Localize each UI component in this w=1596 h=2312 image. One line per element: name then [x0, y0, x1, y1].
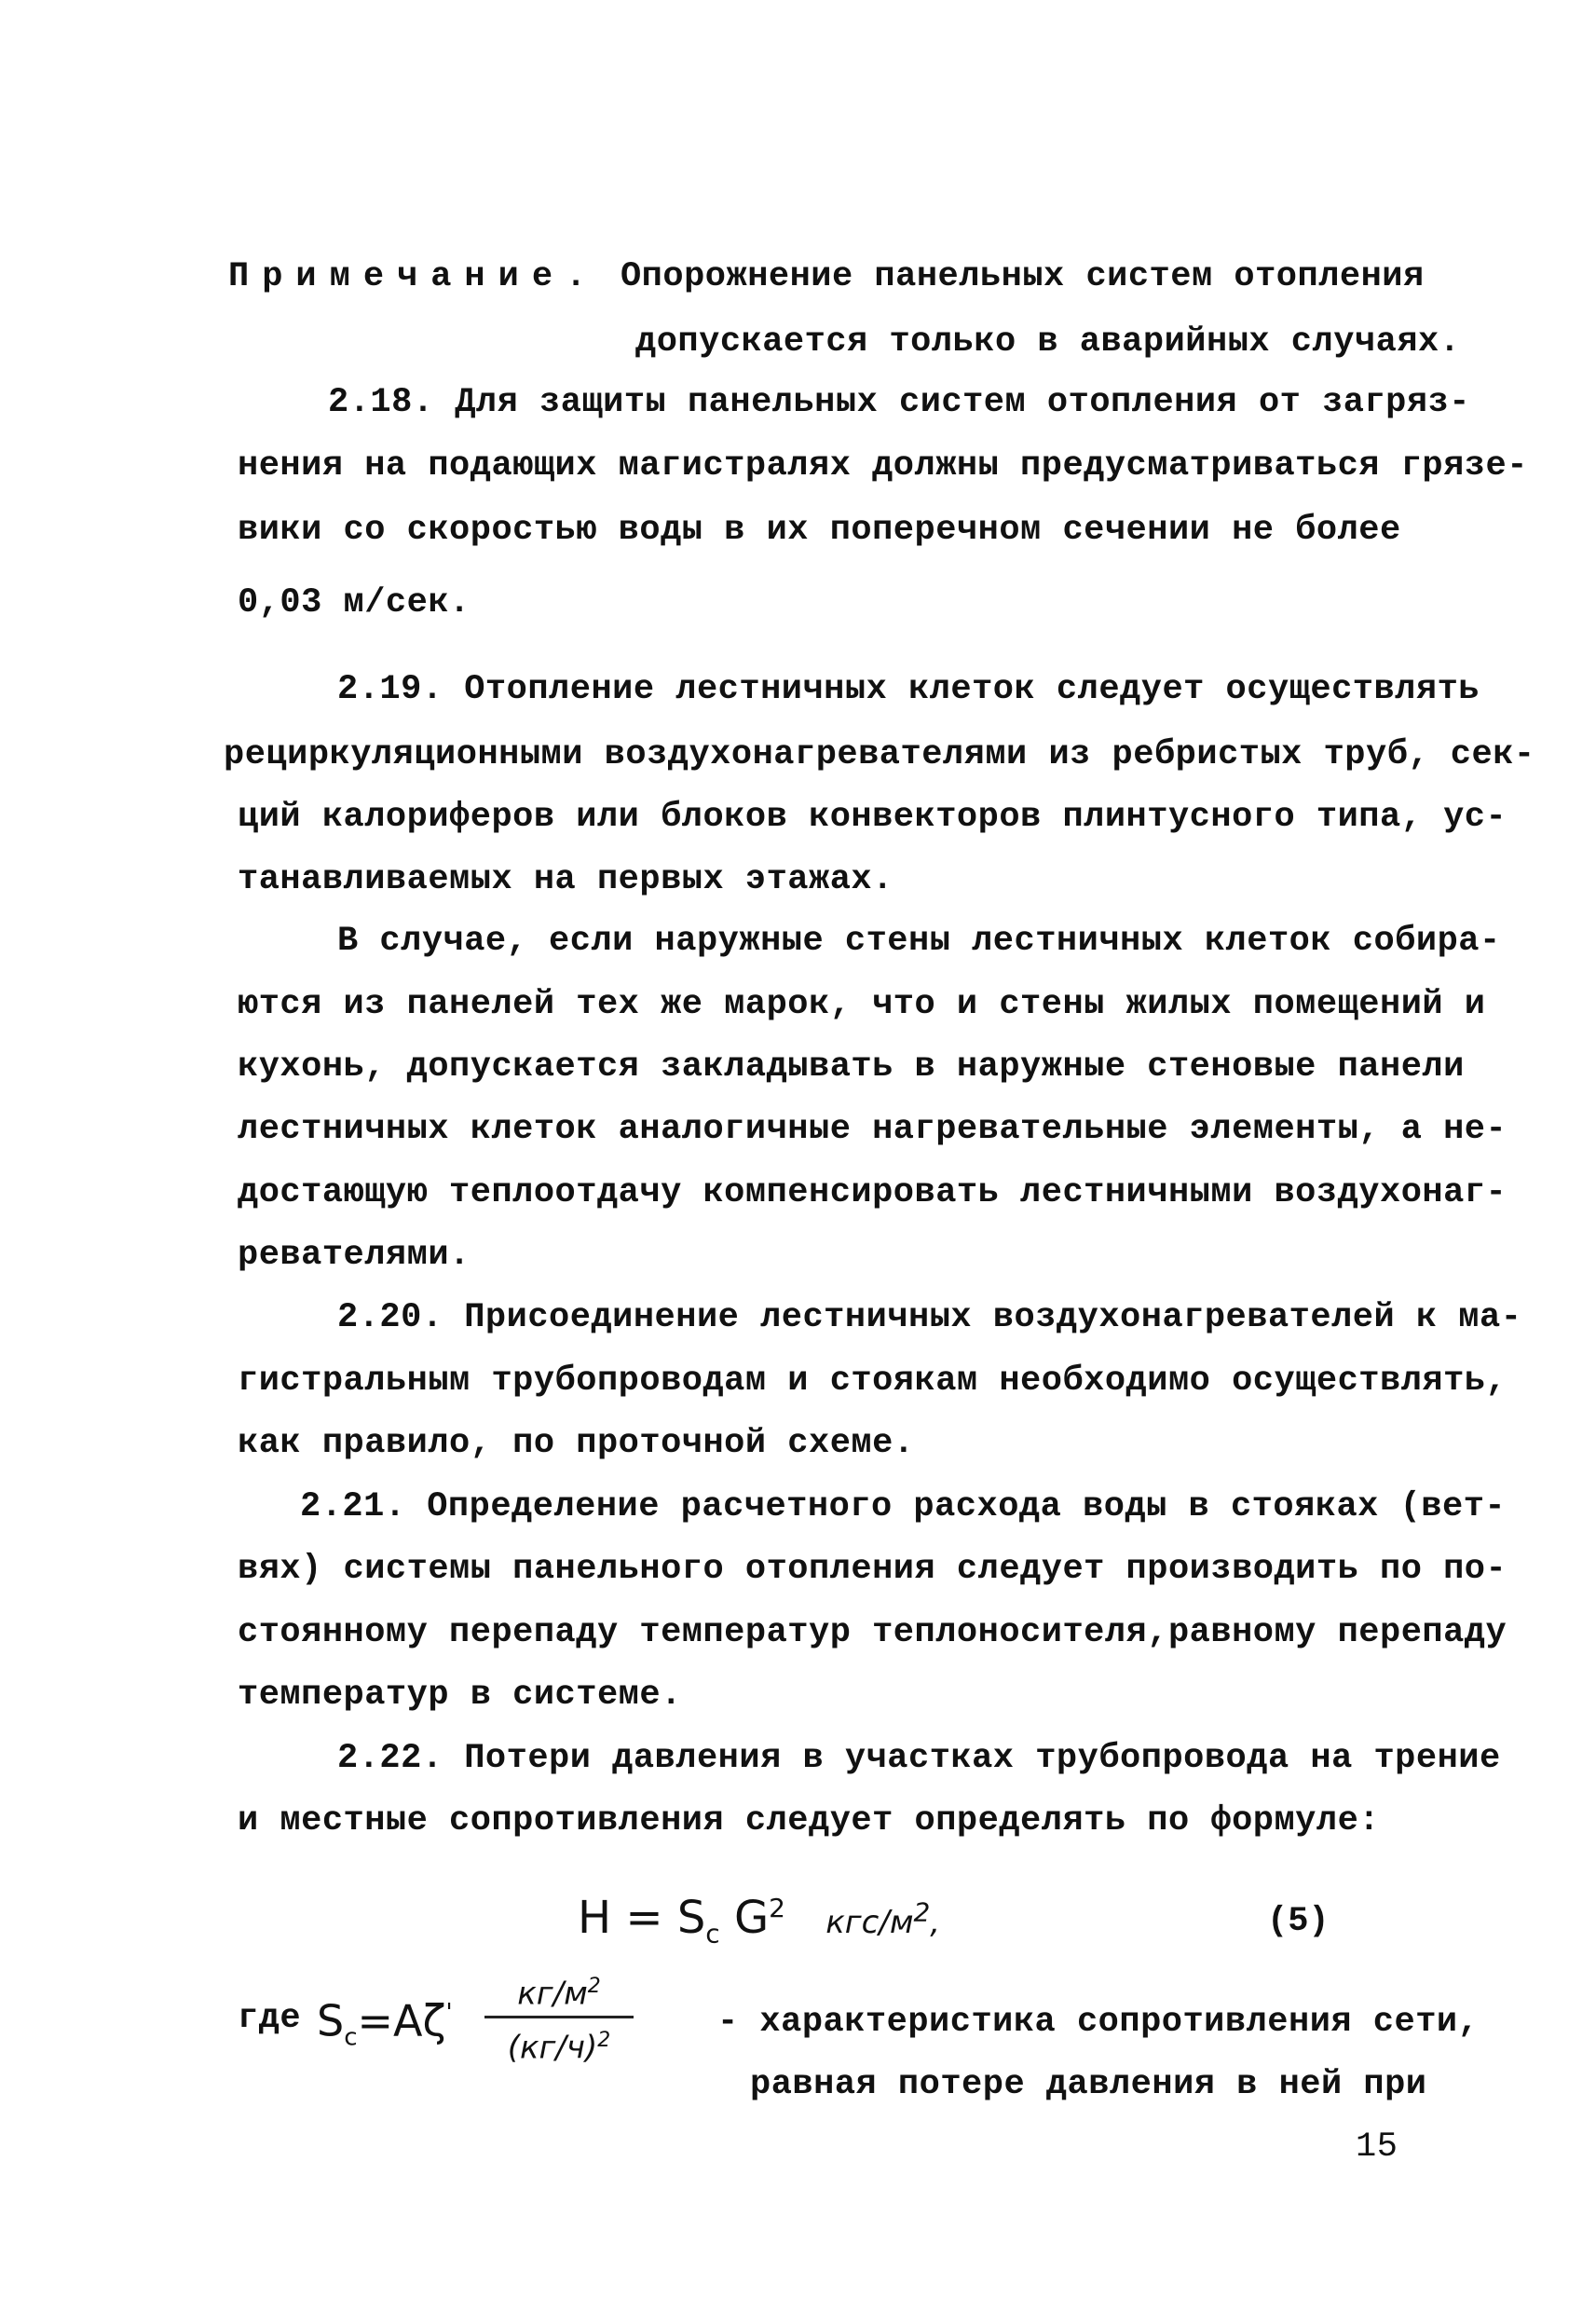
fraction-denominator-text: (кг/ч) — [507, 2029, 598, 2067]
zeta-sup: ' — [445, 1999, 453, 2027]
para-2-21-line-2: вях) системы панельного отопления следует производить по по- — [238, 1550, 1507, 1589]
para-2-21-line-4: температур в системе. — [238, 1676, 682, 1715]
para-2-18-line-1: 2.18. Для защиты панельных систем отопления от загряз- — [328, 383, 1470, 422]
fraction-numerator — [466, 1966, 652, 2014]
fraction-numerator-exp: 2 — [587, 1975, 601, 1998]
sc-sub: c — [344, 2023, 358, 2052]
page-number: 15 — [1356, 2127, 1398, 2167]
formula-exp: 2 — [769, 1893, 785, 1923]
sc-definition — [317, 1987, 453, 2064]
fraction-denominator — [466, 2020, 652, 2068]
note-label: Примечание. — [228, 257, 600, 296]
para-2-18-line-2: нения на подающих магистралях должны предусматриваться грязе- — [238, 446, 1528, 486]
equation-number: (5) — [1267, 1902, 1330, 1941]
para-2-21-line-3: стоянному перепаду температур теплоносителя,равному перепаду — [238, 1613, 1507, 1652]
where-word: где — [238, 1999, 302, 2038]
para-2-18-line-3: вики со скоростью воды в их поперечном сечении не более — [238, 511, 1401, 550]
formula-unit-exp: 2 — [913, 1896, 931, 1928]
para-2-19b-line-1: В случае, если наружные стены лестничных клеток собира- — [337, 922, 1501, 961]
note-line-2: допускается только в аварийных случаях. — [635, 322, 1461, 362]
para-2-19b-line-3: кухонь, допускается закладывать в наружные стеновые панели — [238, 1047, 1465, 1087]
zeta-symbol: ζ — [422, 1995, 446, 2046]
para-2-19-line-4: танавливаемых на первых этажах. — [238, 860, 893, 899]
where-description-2: равная потере давления в ней при — [750, 2065, 1427, 2104]
formula-g: G — [733, 1892, 770, 1944]
para-2-18-line-4: 0,03 м/сек. — [238, 583, 471, 622]
sc-symbol: S — [317, 1995, 345, 2046]
para-2-20-line-1: 2.20. Присоединение лестничных воздухонагревателей к ма- — [337, 1298, 1522, 1337]
para-2-19-line-1: 2.19. Отопление лестничных клеток следует осуществлять — [337, 670, 1480, 709]
para-2-19-line-2: рециркуляционными воздухонагревателями из ребристых труб, сек- — [224, 735, 1535, 774]
para-2-19-line-3: ций калориферов или блоков конвекторов плинтусного типа, ус- — [238, 798, 1507, 837]
para-2-19b-line-2: ются из панелей тех же марок, что и стены жилых помещений и — [238, 985, 1486, 1024]
formula-lhs: H = S — [578, 1892, 706, 1944]
fraction-numerator-text: кг/м — [517, 1975, 588, 2013]
formula-unit-text: кгс/м — [825, 1904, 914, 1941]
where-description-1: - характеристика сопротивления сети, — [717, 2003, 1480, 2042]
formula-unit-tail: , — [930, 1904, 941, 1941]
fraction-bar — [484, 2016, 634, 2018]
para-2-20-line-3: как правило, по проточной схеме. — [238, 1424, 915, 1463]
formula-sub-c: c — [705, 1918, 720, 1949]
formula-unit — [825, 1896, 941, 1941]
para-2-19b-line-5: достающую теплоотдачу компенсировать лестничными воздухонаг- — [238, 1173, 1507, 1212]
para-2-22-line-1: 2.22. Потери давления в участках трубопровода на трение — [337, 1739, 1501, 1778]
para-2-21-line-1: 2.21. Определение расчетного расхода воды в стояках (вет- — [300, 1487, 1507, 1526]
note-line-1 — [228, 256, 1425, 297]
formula-5 — [578, 1881, 940, 1963]
para-2-19b-line-6: ревателями. — [238, 1236, 471, 1275]
sc-units-fraction — [466, 1966, 652, 2069]
note-text-1: Опорожнение панельных систем отопления — [620, 257, 1425, 296]
sc-eq: =A — [357, 1995, 423, 2046]
para-2-22-line-2: и местные сопротивления следует определять по формуле: — [238, 1801, 1380, 1840]
para-2-20-line-2: гистральным трубопроводам и стоякам необходимо осуществлять, — [238, 1361, 1507, 1401]
para-2-19b-line-4: лестничных клеток аналогичные нагревательные элементы, а не- — [238, 1110, 1507, 1149]
fraction-denominator-exp: 2 — [597, 2029, 611, 2053]
